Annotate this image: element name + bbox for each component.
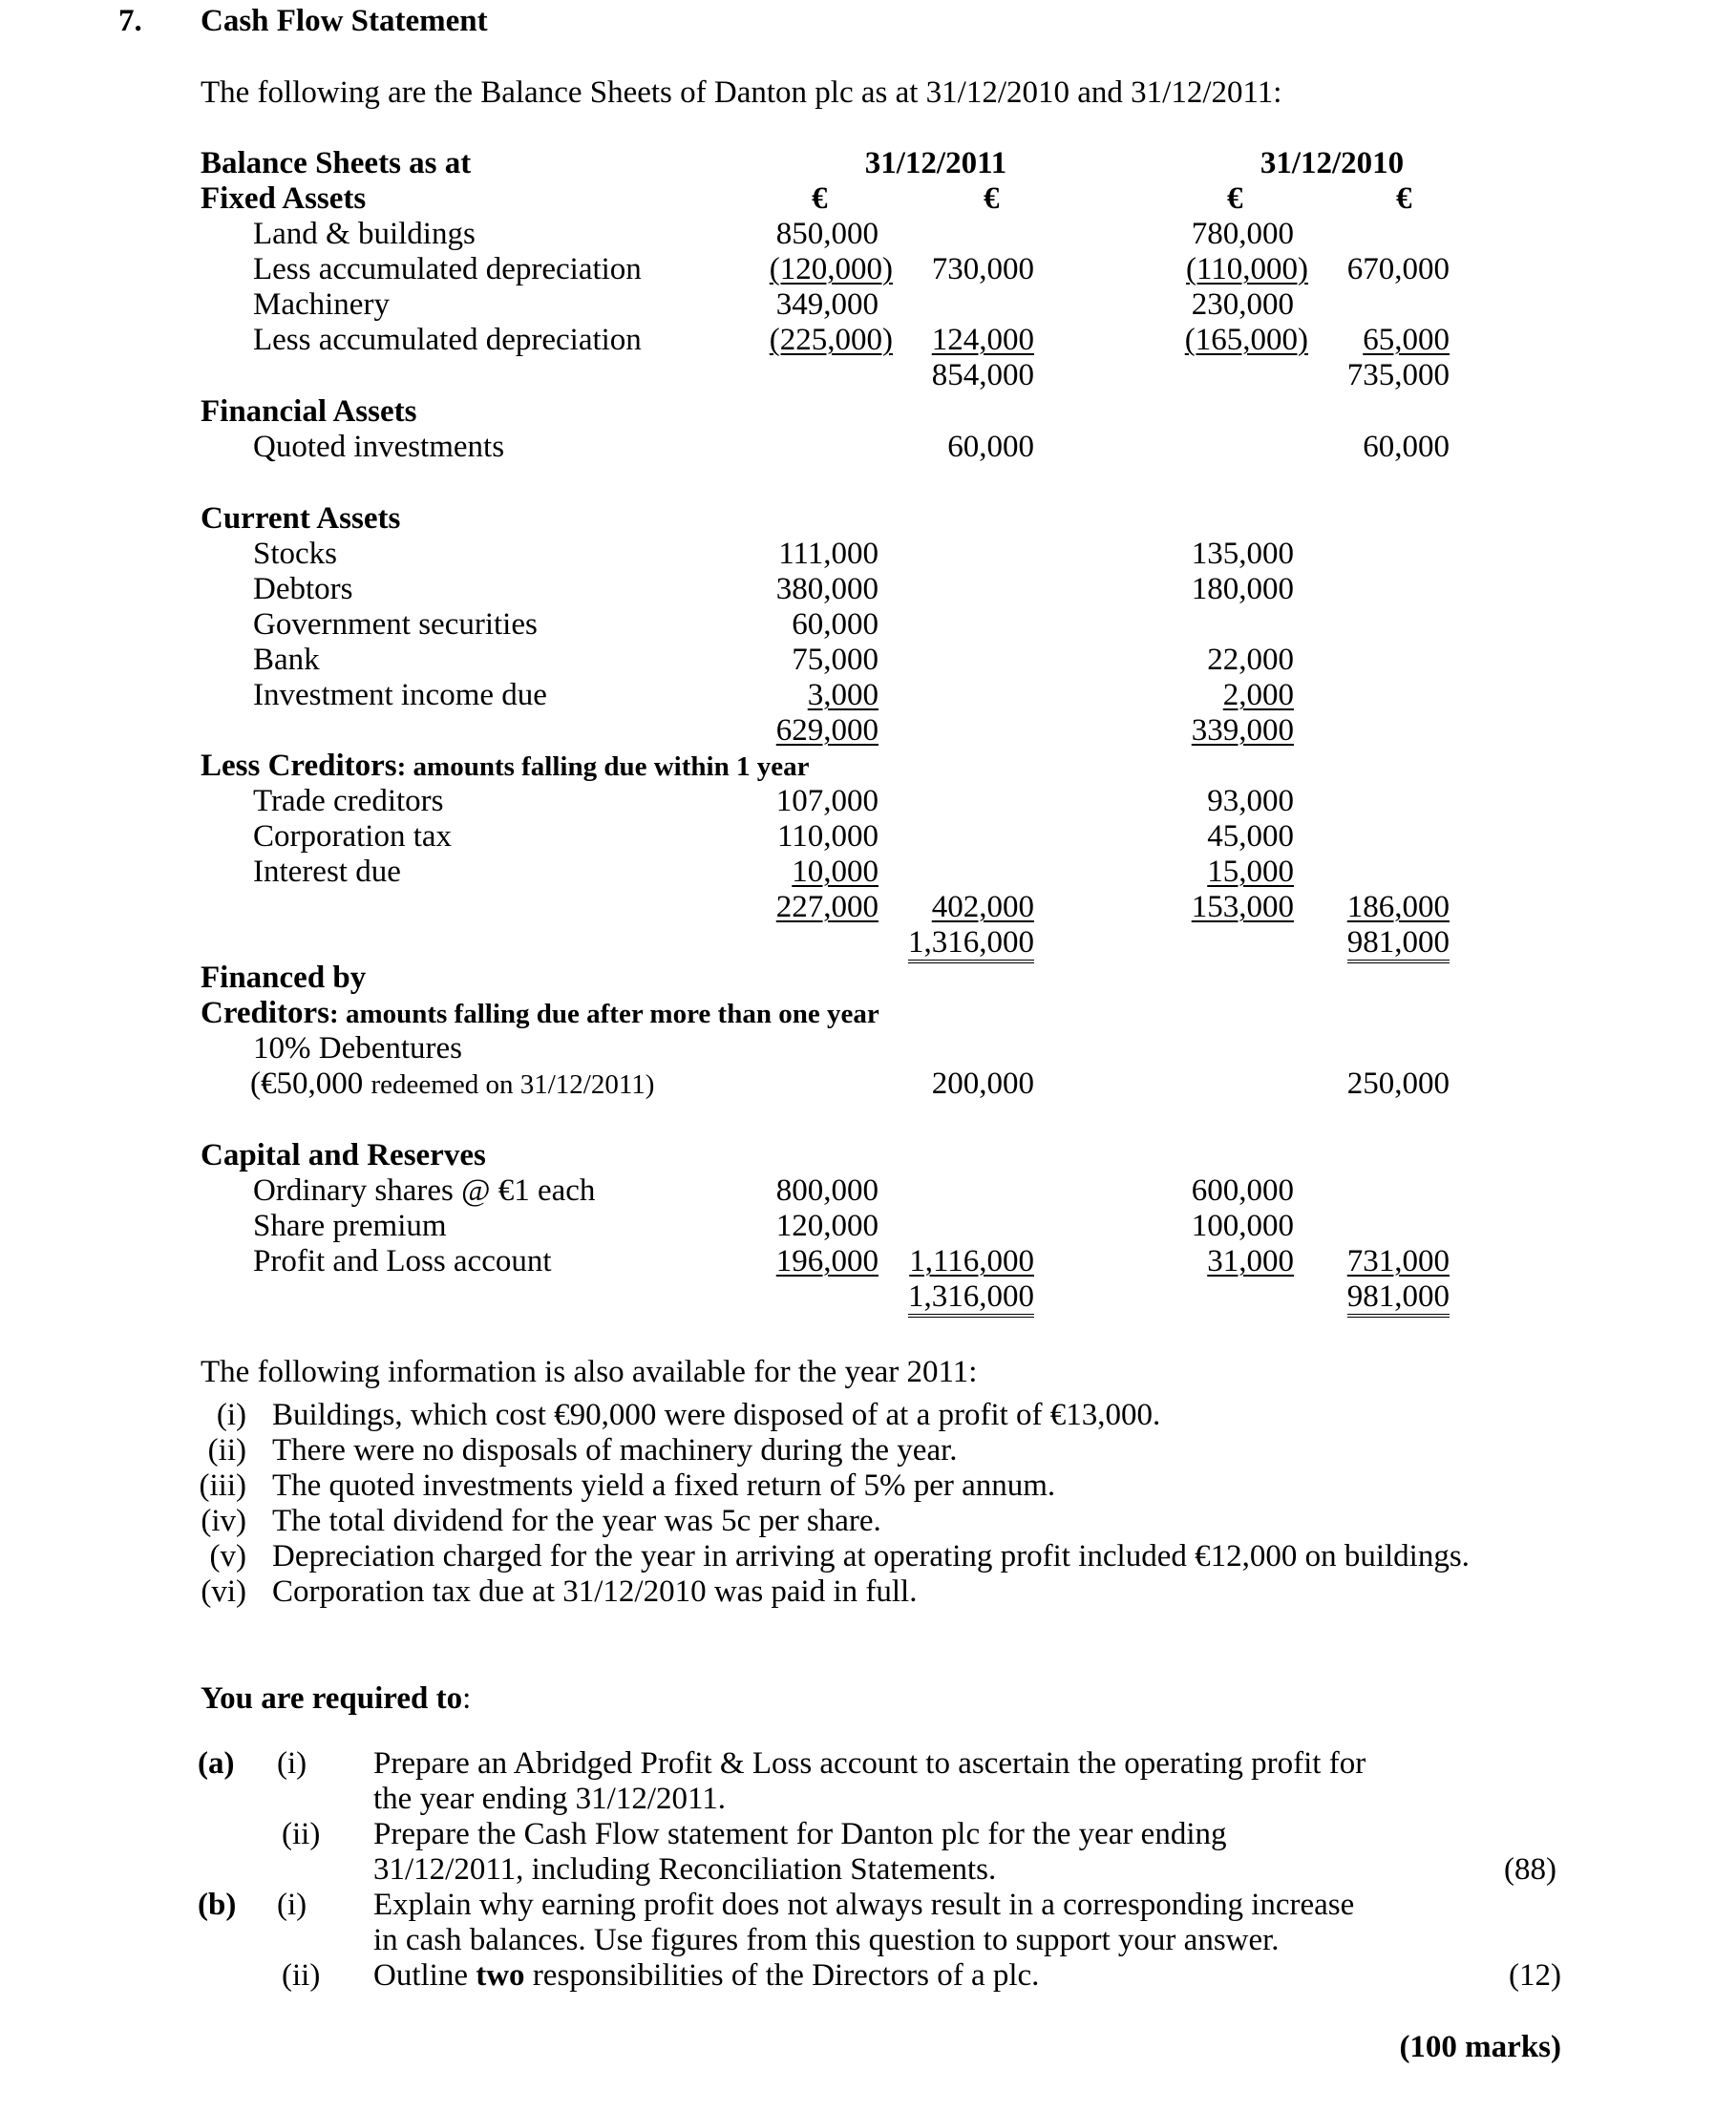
heading-rest: : amounts falling due after more than one year bbox=[329, 999, 879, 1029]
cell-value: 111,000 bbox=[778, 537, 879, 571]
row-label: Less accumulated depreciation bbox=[253, 252, 642, 286]
fixed-assets-total-2011: 854,000 bbox=[931, 358, 1034, 392]
cell-value: 3,000 bbox=[807, 678, 879, 712]
cell-value: 2,000 bbox=[1222, 678, 1294, 712]
part-b-label: (b) bbox=[198, 1888, 237, 1922]
info-item-number: (iii) bbox=[199, 1468, 246, 1503]
creditors-after-heading bbox=[201, 995, 879, 1032]
cell-value: 180,000 bbox=[1191, 572, 1294, 606]
part-a-marks: (88) bbox=[1504, 1852, 1556, 1887]
cell-value: (165,000) bbox=[1184, 323, 1308, 357]
currency-symbol: € bbox=[812, 181, 828, 216]
cell-value: 15,000 bbox=[1207, 855, 1294, 889]
currency-symbol: € bbox=[1227, 181, 1243, 216]
row-label: Debtors bbox=[253, 572, 353, 606]
cell-value: 780,000 bbox=[1191, 217, 1294, 251]
capital-subtotal-2011: 1,116,000 bbox=[909, 1244, 1034, 1278]
row-label: Stocks bbox=[253, 537, 338, 571]
debentures-label: 10% Debentures bbox=[253, 1031, 463, 1066]
currency-symbol: € bbox=[984, 181, 1000, 216]
cell-value: 60,000 bbox=[1363, 430, 1450, 464]
info-item-number: (ii) bbox=[207, 1433, 246, 1468]
date-2010: 31/12/2010 bbox=[1260, 146, 1405, 180]
text-part-bold: two bbox=[476, 1958, 525, 1993]
cell-value: 670,000 bbox=[1346, 252, 1450, 286]
cell-value: 93,000 bbox=[1207, 784, 1294, 818]
cell-value: (225,000) bbox=[769, 323, 893, 357]
text-part: responsibilities of the Directors of a plc. bbox=[524, 1958, 1040, 1993]
requirement-text: Prepare an Abridged Profit & Loss account to ascertain the operating profit for bbox=[373, 1746, 1366, 1781]
total-marks: (100 marks) bbox=[1399, 2030, 1561, 2064]
row-label: Less accumulated depreciation bbox=[253, 323, 642, 357]
requirement-text bbox=[373, 1957, 1039, 1994]
fixed-assets-total-2010: 735,000 bbox=[1346, 358, 1450, 392]
requirements-heading bbox=[201, 1680, 471, 1717]
cell-value: (110,000) bbox=[1185, 252, 1308, 286]
cell-value: 600,000 bbox=[1191, 1173, 1294, 1208]
sub-part-number: (i) bbox=[277, 1746, 307, 1781]
heading-bold: Less Creditors bbox=[201, 749, 397, 783]
debentures-note bbox=[250, 1066, 654, 1103]
cell-value: 31,000 bbox=[1207, 1244, 1294, 1278]
cell-value: 230,000 bbox=[1191, 287, 1294, 322]
heading-bold: You are required to bbox=[201, 1681, 463, 1716]
question-title: Cash Flow Statement bbox=[201, 4, 488, 38]
sub-part-number: (i) bbox=[277, 1888, 307, 1922]
cell-value: 730,000 bbox=[931, 252, 1034, 286]
capital-subtotal-2010: 731,000 bbox=[1346, 1244, 1450, 1278]
grand-total-2010: 981,000 bbox=[1347, 925, 1450, 963]
row-label: Corporation tax bbox=[253, 819, 453, 854]
current-assets-total-2011: 629,000 bbox=[775, 713, 879, 748]
cell-value: 850,000 bbox=[775, 217, 879, 251]
creditors-total-2010: 153,000 bbox=[1191, 890, 1294, 924]
cell-value: 22,000 bbox=[1207, 643, 1294, 677]
row-label: Government securities bbox=[253, 607, 538, 642]
row-label: Investment income due bbox=[253, 678, 547, 712]
sub-part-number: (ii) bbox=[282, 1958, 321, 1993]
net-current-assets-2011: 402,000 bbox=[931, 890, 1034, 924]
cell-value: 250,000 bbox=[1346, 1067, 1450, 1101]
row-label: Share premium bbox=[253, 1209, 447, 1243]
info-item-text: The quoted investments yield a fixed return of 5% per annum. bbox=[272, 1468, 1056, 1503]
cell-value: 107,000 bbox=[775, 784, 879, 818]
current-assets-heading: Current Assets bbox=[201, 501, 401, 536]
current-assets-total-2010: 339,000 bbox=[1191, 713, 1294, 748]
grand-total-2011: 1,316,000 bbox=[908, 925, 1034, 963]
row-label: Machinery bbox=[253, 287, 390, 322]
capital-total-2011: 1,316,000 bbox=[908, 1279, 1034, 1318]
cell-value: 45,000 bbox=[1207, 819, 1294, 854]
cell-value: 110,000 bbox=[776, 819, 879, 854]
info-item-text: Buildings, which cost €90,000 were disposed of at a profit of €13,000. bbox=[272, 1398, 1161, 1432]
requirement-text: 31/12/2011, including Reconciliation Statements. bbox=[373, 1852, 997, 1887]
requirement-text: the year ending 31/12/2011. bbox=[373, 1782, 727, 1816]
cell-value: 60,000 bbox=[792, 607, 879, 642]
info-item-text: There were no disposals of machinery during the year. bbox=[272, 1433, 958, 1468]
cell-value: 135,000 bbox=[1191, 537, 1294, 571]
cell-value: 75,000 bbox=[792, 643, 879, 677]
cell-value: 100,000 bbox=[1191, 1209, 1294, 1243]
question-intro: The following are the Balance Sheets of Danton plc as at 31/12/2010 and 31/12/2011: bbox=[201, 75, 1282, 110]
requirement-text: in cash balances. Use figures from this question to support your answer. bbox=[373, 1923, 1280, 1957]
capital-reserves-heading: Capital and Reserves bbox=[201, 1138, 486, 1172]
row-label: Interest due bbox=[253, 855, 401, 889]
part-a-label: (a) bbox=[198, 1746, 235, 1781]
requirement-text: Explain why earning profit does not always result in a corresponding increase bbox=[373, 1888, 1355, 1922]
debentures-note-amount: (€50,000 bbox=[250, 1067, 371, 1101]
cell-value: 800,000 bbox=[775, 1173, 879, 1208]
fixed-assets-heading: Fixed Assets bbox=[201, 181, 367, 216]
row-label: Bank bbox=[253, 643, 320, 677]
heading-rest: : bbox=[462, 1681, 472, 1716]
cell-value: 380,000 bbox=[775, 572, 879, 606]
cell-value: 349,000 bbox=[775, 287, 879, 322]
additional-info-intro: The following information is also available for the year 2011: bbox=[201, 1355, 978, 1389]
cell-value: 65,000 bbox=[1363, 323, 1450, 357]
cell-value: 196,000 bbox=[775, 1244, 879, 1278]
creditors-within-heading bbox=[201, 748, 809, 785]
info-item-text: Corporation tax due at 31/12/2010 was paid in full. bbox=[272, 1574, 918, 1609]
creditors-total-2011: 227,000 bbox=[775, 890, 879, 924]
row-label: Trade creditors bbox=[253, 784, 444, 818]
balance-sheet-heading: Balance Sheets as at bbox=[201, 146, 472, 180]
info-item-number: (v) bbox=[209, 1539, 246, 1573]
cell-value: 124,000 bbox=[931, 323, 1034, 357]
date-2011: 31/12/2011 bbox=[864, 146, 1007, 180]
row-label: Profit and Loss account bbox=[253, 1244, 552, 1278]
cell-value: 10,000 bbox=[792, 855, 879, 889]
net-current-assets-2010: 186,000 bbox=[1346, 890, 1450, 924]
requirement-text: Prepare the Cash Flow statement for Danton plc for the year ending bbox=[373, 1817, 1227, 1851]
row-label: Quoted investments bbox=[253, 430, 505, 464]
heading-rest: : amounts falling due within 1 year bbox=[396, 751, 810, 782]
cell-value: (120,000) bbox=[769, 252, 893, 286]
info-item-number: (vi) bbox=[201, 1574, 246, 1609]
info-item-number: (i) bbox=[216, 1398, 246, 1432]
cell-value: 60,000 bbox=[947, 430, 1034, 464]
info-item-text: Depreciation charged for the year in arriving at operating profit included €12,000 on buildings. bbox=[272, 1539, 1470, 1573]
question-number: 7. bbox=[118, 4, 142, 38]
debentures-note-text: redeemed on 31/12/2011) bbox=[370, 1069, 655, 1100]
sub-part-number: (ii) bbox=[282, 1817, 321, 1851]
capital-total-2010: 981,000 bbox=[1347, 1279, 1450, 1318]
info-item-number: (iv) bbox=[201, 1504, 246, 1538]
financial-assets-heading: Financial Assets bbox=[201, 394, 417, 429]
financed-by-heading: Financed by bbox=[201, 961, 367, 995]
cell-value: 200,000 bbox=[931, 1067, 1034, 1101]
row-label: Ordinary shares @ €1 each bbox=[253, 1173, 596, 1208]
currency-symbol: € bbox=[1396, 181, 1412, 216]
text-part: Outline bbox=[373, 1958, 476, 1993]
part-b-marks: (12) bbox=[1509, 1958, 1561, 1993]
heading-bold: Creditors bbox=[201, 996, 330, 1030]
row-label: Land & buildings bbox=[253, 217, 476, 251]
cell-value: 120,000 bbox=[775, 1209, 879, 1243]
info-item-text: The total dividend for the year was 5c per share. bbox=[272, 1504, 881, 1538]
